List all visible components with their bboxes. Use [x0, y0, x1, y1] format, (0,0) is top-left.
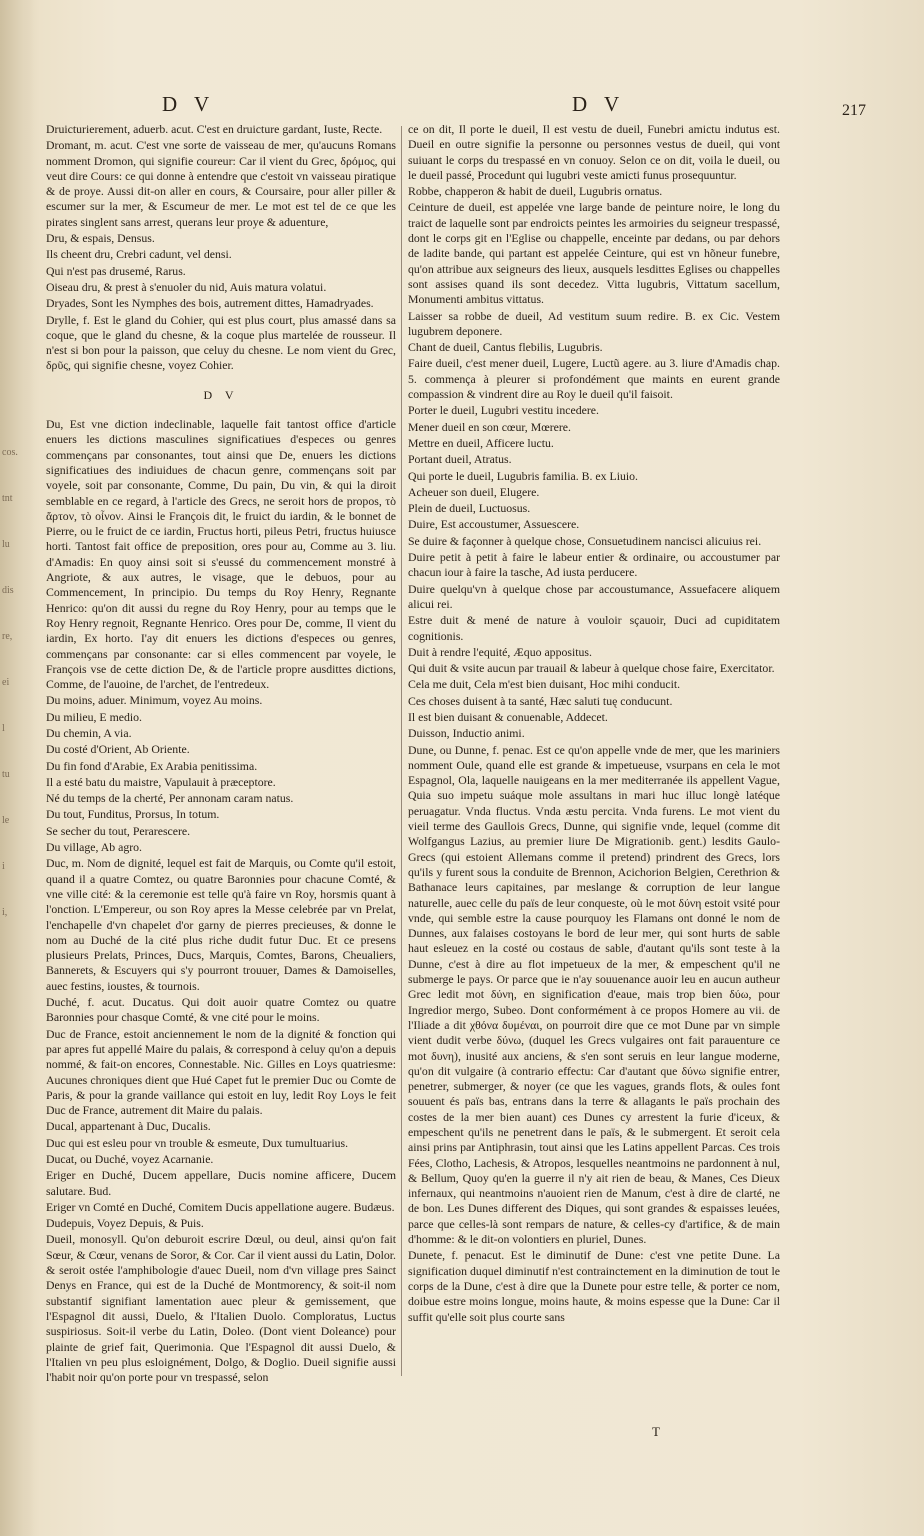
dictionary-entry: Se secher du tout, Perarescere.	[46, 823, 191, 838]
gutter-fragment: ei	[2, 677, 10, 688]
dictionary-entry: Acheuer son dueil, Elugere.	[408, 484, 540, 499]
running-header-left: D V	[162, 92, 216, 116]
dictionary-entry: Duisson, Inductio animi.	[408, 726, 525, 741]
signature-mark: T	[652, 1424, 660, 1439]
dictionary-entry: Druicturierement, aduerb. acut. C'est en druicture gardant, Iuste, Recte.	[46, 122, 383, 136]
gutter-fragment: tnt	[2, 493, 13, 504]
dictionary-entry: Du, Est vne diction indeclinable, laquelle fait tantost office d'article enuers les dictions masculines significatiues d'especes ou genres commençans par consonantes, tout ainsi que De, enuers les dictions significatiues des indiuidues de chacun genre, commençans soit par voyele, soit par consonante, Comme, Du pain, Du vin, & qui la diroit semblable en ce regard, à l'article des Grecs, ne seroit hors de propos, τὸ ἄρτον, τὸ οἶνον. Ainsi le François dit, le fruict du iardin, & le bonnet de Pierre, ou le fruict de ce iardin, Fructus horti, pileus Petri, fructus huiusce horti. Tantost fait office de preposition, ores pour au, Comme au 3. liu. d'Amadis: En quoy ainsi soit si s'eussé du commencement monstré à Angriote, & aux autres, le visage, que le debuos, pour au Commencement, In principio. Du temps du Roy Henry, Regnante Henrico: qu'on dit aussi du regne du Roy Henry, pour au temps que le Roy Henry regnoit, Regnante Henrico. Ores pour De, comme, Il vient du iardin, Ex horto. I'ay dit enuers les dictions d'especes ou genres, commençans par consonante: car si elles commencent par voyele, le François vse de cette diction De, & de l'article propre ausdittes dictions, Comme, de l'auoine, de l'archet, de l'entredeux.	[46, 417, 396, 692]
dictionary-entry: Du fin fond d'Arabie, Ex Arabia penitissima.	[46, 758, 258, 773]
dictionary-entry: Duire, Est accoustumer, Assuescere.	[408, 517, 580, 532]
gutter-fragment: i	[2, 861, 5, 872]
section-heading: D V	[203, 387, 239, 402]
gutter-fragment: tu	[2, 769, 10, 780]
left-column	[46, 122, 397, 1385]
dictionary-entry: Duire quelqu'vn à quelque chose par accoustumance, Assuefacere aliquem alicui rei.	[408, 581, 780, 611]
page-number: 217	[842, 102, 866, 119]
gutter-fragments	[2, 430, 28, 936]
dictionary-entry: Du chemin, A via.	[46, 725, 132, 740]
dictionary-entry: Faire dueil, c'est mener dueil, Lugere, Luctũ agere. au 3. liure d'Amadis chap. 5. commença à pleurer si profondément que maints en eurent grande compassion & vindrent dire au Roy le dueil qu'il faisoit.	[408, 356, 780, 402]
dictionary-entry: Ces choses duisent à ta santé, Hæc saluti tuę conducunt.	[408, 693, 673, 708]
dictionary-entry: Eriger vn Comté en Duché, Comitem Ducis appellatione augere. Budæus.	[46, 1199, 395, 1214]
dictionary-entry: Du tout, Funditus, Prorsus, In totum.	[46, 807, 220, 822]
dictionary-entry: Ducal, appartenant à Duc, Ducalis.	[46, 1119, 211, 1134]
gutter-fragment: l	[2, 723, 5, 734]
binding-gutter	[0, 0, 34, 1536]
dictionary-entry: Dudepuis, Voyez Depuis, & Puis.	[46, 1216, 204, 1231]
gutter-fragment: le	[2, 815, 10, 826]
dictionary-entry: Qui n'est pas drusemé, Rarus.	[46, 263, 186, 278]
dictionary-entry: Duit à rendre l'equité, Æquo appositus.	[408, 644, 592, 659]
dictionary-entry: Dune, ou Dunne, f. penac. Est ce qu'on appelle vnde de mer, que les mariniers nomment Oule, quand elle est grande & impetueuse, vsurpans en cela le mot Espagnol, Ola, laquelle nauigeans en la mer mediterranée ils appellent Vague, Quia suo impetu suáque mole assultans in mari huc illuc longè latéque peruagatur. Vnda fluctus. Vnda æstu percita. Vnda furens. Le mot vient du vieil terme des Gaullois Grecs, Dunne, qui signifie vnde, lequel (comme dit Wolfgangus Lazius, au premier liure De Migrationib. gent.) lesdits Gaulo-Grecs (qui estoient Allemans comme il pretend) prindrent des Grecs, lors qu'ils y furent sous la conduite de Brennon, Acichorion Belgien, Cerethrion & Bathanace leurs capitaines, par meslange & corruption de leur langue naturelle, auec celle du païs de leur conqueste, où le mot δύνη estoit vsité pour vnde, qui semble estre la cause pourquoy les Flamans ont donné le nom de Dunnes, aux falaises costoyans le bord de leur mer, qui sont hurts de sable haut esleuez en la costé ou costaus de sable, d'autant qu'ils sont teste à la Dunne, c'est à dire au flot impetueux de la mer, & empeschent qu'il ne submerge le pays. Or parce que ie n'ay souuenance auoir leu en aucun autheur Grec ledit mot δύνη, en signification d'eaue, mais trop bien δύω, pour Ingredior mergo, Subeo. Dont conformément à ce propos Homere au vii. de l'Iliade a dit χθόνα δυμέναι, on pourroit dire que ce mot Dune par vn simple vient dudit verbe δύνω, (duquel les Grecs vulgaires ont fait parauenture ce mot δυνη), inusité aux anciens, & s'en sont seruis en leur langue moderne, qu'on dit vulgaire (à contrario effectu: Car d'autant que δύνω signifie entrer, penetrer, submerger, & noyer (ce que les vagues, grands flots, & oules font souuent és païs bas, entrans dans la terre & allagants le païs prochain des costes de la mer bien auant) ces Dunes cy arrestent la furie d'iceux, & empeschent qu'ils ne penetrent dans le païs, & le submergent. Et seroit cela ainsi prins par Antiphrasin, tout ainsi que les Latins appellent Parcas. Ces trois Fées, Clotho, Lachesis, & Atropos, lesquelles neantmoins ne pardonnent à nul, & Bellum, Quoy qu'en la guerre il n'y ait rien de beau, & Manes, Ces Dieux infernaux, qui neantmoins n'auoient rien de Manum, c'est à dire de clarté, ne de bon. Les Dunes different des Diques, qui sont grandes & espaisses leuées, parce que celles-là sont rempars de nature, & celles-cy d'artifice, & de main d'homme: & le dit-on volontiers en pluriel, Dunes.	[408, 742, 780, 1247]
dictionary-entry: Duire petit à petit à faire le labeur entier & ordinaire, ou accoustumer par chacun iour à faire la tasche, Ad iusta perducere.	[408, 550, 780, 580]
dictionary-entry: Du costé d'Orient, Ab Oriente.	[46, 742, 190, 757]
right-column	[408, 122, 780, 1362]
dictionary-entry: Dru, & espais, Densus.	[46, 231, 155, 246]
dictionary-entry: Drylle, f. Est le gland du Cohier, qui est plus court, plus amassé dans sa coque, que le gland du chesne, & la coque plus martelée de rousseur. Il n'est si bon pour la paisson, que celuy du chesne. Le nom vient du Grec, δρῦς, qui signifie chesne, voyez Cohier.	[46, 312, 396, 373]
dictionary-entry: Mener dueil en son cœur, Mœrere.	[408, 419, 571, 434]
dictionary-entry: Porter le dueil, Lugubri vestitu incedere.	[408, 403, 599, 418]
dictionary-entry: Qui porte le dueil, Lugubris familia. B. ex Liuio.	[408, 468, 638, 483]
dictionary-entry: Duché, f. acut. Ducatus. Qui doit auoir quatre Comtez ou quatre Baronnies pour chasque Comté, & vne cité pour le moins.	[46, 995, 396, 1025]
dictionary-entry: Estre duit & mené de nature à vouloir sçauoir, Duci ad cupiditatem cognitionis.	[408, 613, 780, 643]
dictionary-entry: Du village, Ab agro.	[46, 840, 142, 855]
gutter-fragment: i,	[2, 907, 8, 918]
dictionary-entry: Né du temps de la cherté, Per annonam caram natus.	[46, 791, 294, 806]
dictionary-entry: Chant de dueil, Cantus flebilis, Lugubris.	[408, 340, 603, 355]
dictionary-entry: ce on dit, Il porte le dueil, Il est vestu de dueil, Funebri amictu indutus est. Dueil en outre signifie la personne ou personnes vestus de dueil, qui vont suiuant le corps du trespassé en vn conuoy. Selon ce on dit, voila le dueil, ou le dueil passé, Procedunt qui lugubri veste amicti funus prosequuntur.	[408, 122, 780, 182]
dictionary-entry: Dryades, Sont les Nymphes des bois, autrement dittes, Hamadryades.	[46, 296, 374, 311]
dictionary-entry: Mettre en dueil, Afficere luctu.	[408, 435, 554, 450]
gutter-fragment: lu	[2, 539, 10, 550]
dictionary-entry: Duc qui est esleu pour vn trouble & esmeute, Dux tumultuarius.	[46, 1135, 349, 1150]
dictionary-entry: Oiseau dru, & prest à s'enuoler du nid, Auis matura volatui.	[46, 279, 327, 294]
dictionary-entry: Il est bien duisant & conuenable, Addecet.	[408, 709, 608, 724]
dictionary-entry: Ils cheent dru, Crebri cadunt, vel densi.	[46, 247, 232, 262]
dictionary-entry: Eriger en Duché, Ducem appellare, Ducis nomine afficere, Ducem salutare. Bud.	[46, 1168, 396, 1198]
dictionary-entry: Dueil, monosyll. Qu'on deburoit escrire Dœul, ou deul, ainsi qu'on fait Sœur, & Cœur, venans de Soror, & Cor. Car il vient aussi du Latin, Dolor. & seroit ostée l'amphibologie d'auec Dueil, nom d'vn village pres Sainct Denys en France, qui est de la Duché de Montmorency, & soit-il nom substantif signifiant lamentation auec pleur & gemissement, que l'Espagnol dit aussi, Duelo, & l'Italien Duolo. Comploratus, Luctus suspiriosus. Soit-il verbe du Latin, Doleo. (Dont vient Doleance) pour plainte de grief fait, Querimonia. Que l'Espagnol dit aussi Duelo, & l'Italien vn peu plus esloignément, Dolgo, & Doglio. Dueil signifie aussi l'habit noir qu'on porte pour vn trespassé, selon	[46, 1232, 396, 1385]
gutter-fragment: cos.	[2, 447, 18, 458]
dictionary-entry: Plein de dueil, Luctuosus.	[408, 501, 531, 516]
dictionary-entry: Dunete, f. penacut. Est le diminutif de Dune: c'est vne petite Dune. La signification duquel diminutif n'est contrainctement en la diminution de tout le corps de la Dune, c'est à dire que la Dunete pour estre telle, & porter ce nom, doibue estre moins longue, moins haute, & moins espesse que la Dune: Car il suffit qu'elle soit plus courte sans	[408, 1248, 780, 1324]
dictionary-entry: Laisser sa robbe de dueil, Ad vestitum suum redire. B. ex Cic. Vestem lugubrem deponere.	[408, 308, 780, 338]
running-header-right: D V	[572, 92, 626, 116]
dictionary-entry: Il a esté batu du maistre, Vapulauit à præceptore.	[46, 774, 276, 789]
dictionary-entry: Ducat, ou Duché, voyez Acarnanie.	[46, 1152, 214, 1166]
gutter-fragment: re,	[2, 631, 13, 642]
dictionary-entry: Ceinture de dueil, est appelée vne large bande de peinture noire, le long du traict de laquelle sont par endroicts peintes les armoiries du seigneur trespassé, dont le corps git en l'Eglise ou chappelle, enceinte par dedans, ou par dehors de ladite bande, qui partant est appelée Ceinture, qui est vn hõneur funebre, qu'on attribue aux seigneurs des lieux, ausquels lesdittes Eglises ou chappelles sont assises quand ils sont decedez. Vitta lugubris, Vittatum sacellum, Monumenti ambitus vittatus.	[408, 200, 780, 307]
dictionary-entry: Se duire & façonner à quelque chose, Consuetudinem nancisci alicuius rei.	[408, 533, 762, 548]
dictionary-entry: Qui duit & vsite aucun par trauail & labeur à quelque chose faire, Exercitator.	[408, 661, 775, 676]
dictionary-entry: Du milieu, E medio.	[46, 709, 142, 724]
dictionary-entry: Duc de France, estoit anciennement le nom de la dignité & fonction qui par apres fut appellé Maire du palais, & correspond à celuy qu'on a depuis nommé, & fait-on encores, Connestable. Nic. Gilles en Loys quatriesme: Aucunes chroniques dient que Hué Capet fut le premier Duc ou Comte de Paris, & pour la grande vaillance qui estoit en luy, ledit Roy Loys le feit Duc de France, autrement dit Maire du palais.	[46, 1026, 397, 1118]
dictionary-entry: Duc, m. Nom de dignité, lequel est fait de Marquis, ou Comte qu'il estoit, quand il a quatre Comtez, ou quatre Baronnies pour chacune Comté, & vne ville cité: & la ceremonie est telle qu'à faire vn Roy, horsmis quant à l'onction. L'Empereur, ou son Roy apres la Messe celebrée par vn Prelat, l'enchapelle d'vn chapelet d'or garny de pierres precieuses, & donne le nom au Duché de la cité plus riche dudit futur Duc. Et ce presens plusieurs Prelats, Princes, Ducs, Marquis, Comtes, Barons, Cheualiers, Bannerets, & Escuyers qui s'y pourront trouuer, Dames & Damoiselles, auec festins, ioustes, & tournois.	[46, 856, 396, 993]
dictionary-entry: Cela me duit, Cela m'est bien duisant, Hoc mihi conducit.	[408, 677, 681, 692]
dictionary-entry: Robbe, chapperon & habit de dueil, Lugubris ornatus.	[408, 184, 663, 199]
column-rule	[401, 126, 402, 1376]
dictionary-entry: Du moins, aduer. Minimum, voyez Au moins.	[46, 693, 263, 708]
dictionary-entry: Dromant, m. acut. C'est vne sorte de vaisseau de mer, qu'aucuns Romans nomment Dromon, qui signifie coureur: Car il vient du Grec, δρόμος, qui veut dire Cours: ce qui donne à entendre que c'estoit vn vaisseau piratique & de proye. Aussi dit-on aller en cours, & Coursaire, pour aller piller & escumer sur la mer, & Escumeur de mer. Le mot est tel de ce que les pirates singlent sans arrest, querans leur proye & aduenture,	[46, 138, 396, 229]
gutter-fragment: dis	[2, 585, 14, 596]
dictionary-entry: Portant dueil, Atratus.	[408, 452, 512, 467]
